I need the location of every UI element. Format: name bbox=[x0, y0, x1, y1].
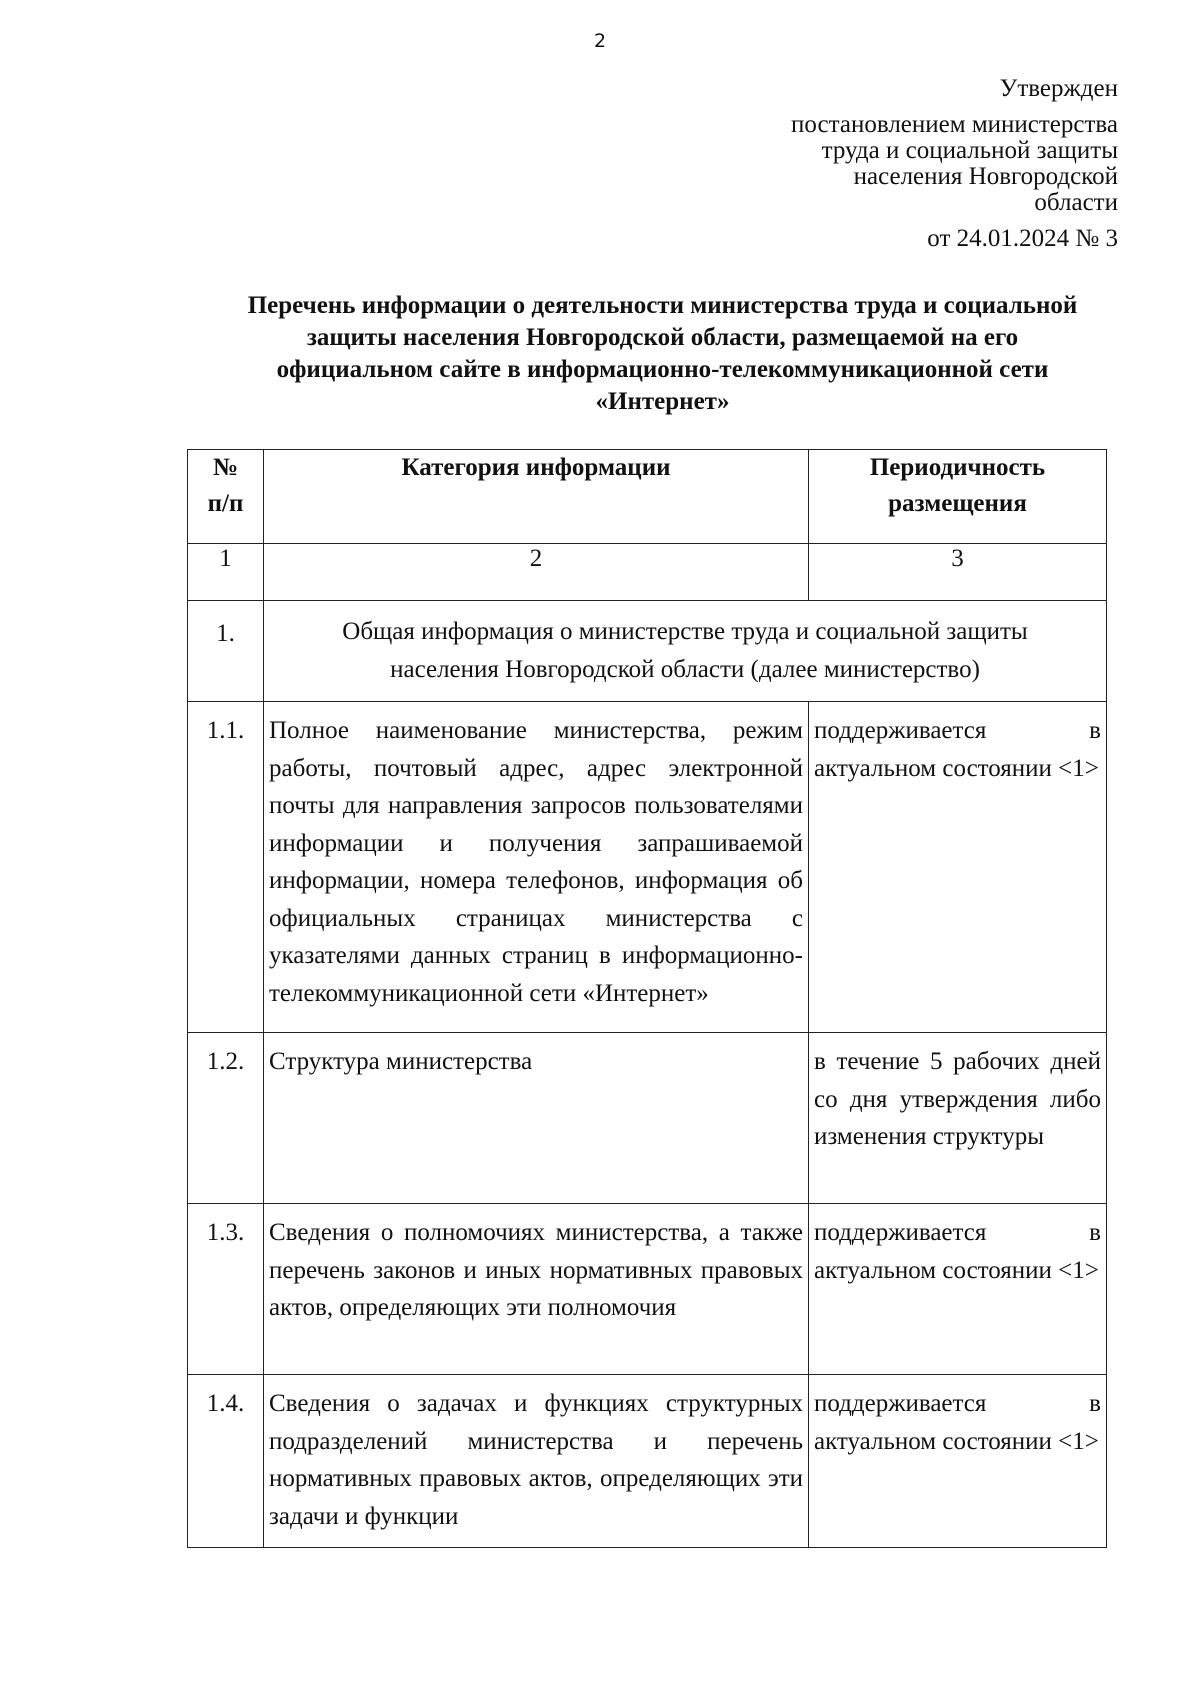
row-category: Полное наименование министерства, режим работы, почтовый адрес, адрес электронной почты для направления запросов пользователями информации и получения запрашиваемой информации, номера телефонов, информация об официальных страницах министерства с указателями данных страниц в информационно-телекоммуникационной сети «Интернет» bbox=[264, 702, 809, 1033]
approval-decree-line: области bbox=[1034, 189, 1118, 216]
header-number-line: п/п bbox=[207, 490, 244, 517]
row-periodicity: в течение 5 рабочих дней со дня утверждения либо изменения структуры bbox=[809, 1033, 1107, 1204]
column-number: 2 bbox=[264, 544, 809, 601]
column-number: 3 bbox=[809, 544, 1107, 601]
document-title-line: официальном сайте в информационно-телекоммуникационной сети bbox=[276, 356, 1049, 383]
document-title-line: защиты населения Новгородской области, размещаемой на его bbox=[306, 324, 1019, 351]
table-row bbox=[188, 1033, 1107, 1204]
table-row bbox=[188, 1204, 1107, 1375]
approval-status: Утвержден bbox=[999, 75, 1118, 102]
section-title-line: Общая информация о министерстве труда и социальной защиты bbox=[342, 618, 1028, 645]
header-number bbox=[188, 450, 264, 544]
header-number-line: № bbox=[212, 454, 239, 481]
document-title bbox=[190, 290, 1135, 418]
row-number: 1.3. bbox=[188, 1204, 264, 1375]
header-periodicity-line: Периодичность bbox=[869, 454, 1046, 481]
row-number: 1.1. bbox=[188, 702, 264, 1033]
row-category: Сведения о полномочиях министерства, а также перечень законов и иных нормативных правовых актов, определяющих эти полномочия bbox=[264, 1204, 809, 1375]
row-periodicity: поддерживается в актуальном состоянии <1> bbox=[809, 1204, 1107, 1375]
table-header-row bbox=[188, 450, 1107, 544]
column-number: 1 bbox=[188, 544, 264, 601]
document-title-line: «Интернет» bbox=[595, 388, 730, 415]
section-row bbox=[188, 601, 1107, 702]
header-periodicity bbox=[809, 450, 1107, 544]
information-table bbox=[187, 449, 1107, 1548]
column-number-row bbox=[188, 544, 1107, 601]
approval-block bbox=[718, 76, 1118, 252]
row-number: 1.4. bbox=[188, 1375, 264, 1548]
header-periodicity-line: размещения bbox=[888, 490, 1027, 517]
row-periodicity: поддерживается в актуальном состоянии <1> bbox=[809, 1375, 1107, 1548]
page-number: 2 bbox=[593, 30, 607, 52]
approval-decree-line: труда и социальной защиты bbox=[821, 137, 1118, 164]
document-title-line: Перечень информации о деятельности министерства труда и социальной bbox=[247, 292, 1078, 319]
section-title bbox=[264, 601, 1107, 702]
row-category: Сведения о задачах и функциях структурных подразделений министерства и перечень нормативных правовых актов, определяющих эти задачи и функции bbox=[264, 1375, 809, 1548]
section-title-line: населения Новгородской области (далее министерство) bbox=[390, 656, 980, 683]
approval-decree-line: населения Новгородской bbox=[853, 163, 1118, 190]
table-row bbox=[188, 1375, 1107, 1548]
row-number: 1.2. bbox=[188, 1033, 264, 1204]
table-row bbox=[188, 702, 1107, 1033]
approval-decree-line: постановлением министерства bbox=[791, 111, 1118, 138]
row-category: Структура министерства bbox=[264, 1033, 809, 1204]
row-periodicity: поддерживается в актуальном состоянии <1> bbox=[809, 702, 1107, 1033]
approval-date: от 24.01.2024 № 3 bbox=[927, 225, 1118, 252]
section-number: 1. bbox=[188, 601, 264, 702]
header-category: Категория информации bbox=[264, 450, 809, 544]
